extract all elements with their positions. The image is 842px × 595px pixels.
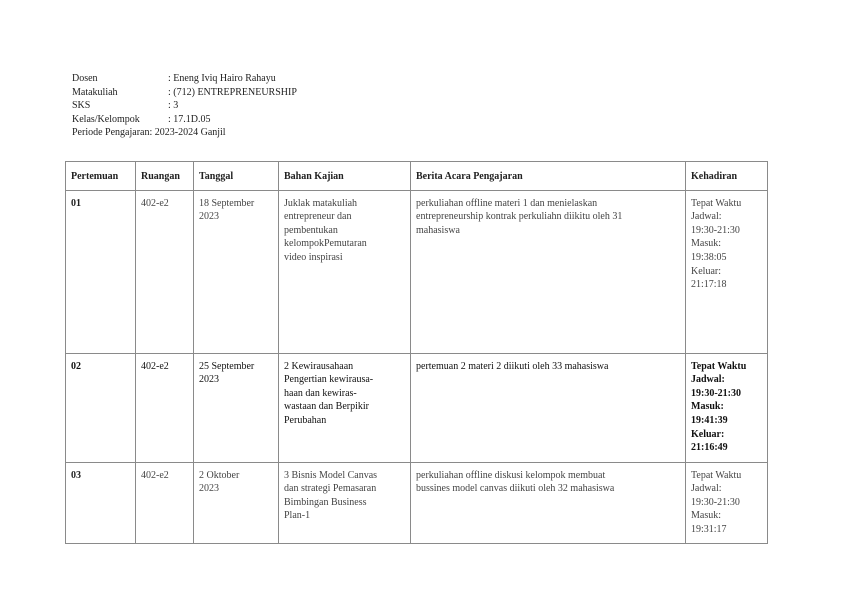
kelas-value: : 17.1D.05 [168,113,211,125]
bahan-line: Bimbingan Business [284,496,367,508]
kehadiran-line: Masuk: [691,401,724,413]
tanggal-line: 2023 [199,483,219,495]
cell-kehadiran [686,190,768,353]
berita-line: perkuliahan offline materi 1 dan menielaskan [416,197,598,209]
periode-value: : 2023-2024 Ganjil [149,127,226,139]
bahan-line: haan dan kewiras- [284,387,357,399]
cell-tanggal [194,462,279,543]
sks-value: : 3 [168,100,179,112]
cell-berita-acara [411,462,686,543]
berita-line: mahasiswa [416,224,460,236]
bahan-line: dan strategi Pemasaran [284,483,377,495]
bahan-line: Pengertian kewirausa- [284,374,374,386]
tanggal-line: 25 September [199,360,255,372]
bahan-line: pembentukan [284,224,338,236]
sks-row [72,99,297,113]
tanggal-line: 18 September [199,197,255,209]
berita-line: perkuliahan offline diskusi kelompok membuat [416,469,606,481]
bahan-line: wastaan dan Berpikir [284,401,369,413]
kehadiran-line: 19:38:05 [691,251,727,263]
matakuliah-label: Matakuliah [72,86,118,98]
cell-bahan-kajian [279,190,411,353]
cell-bahan-kajian [279,462,411,543]
table-row [66,190,768,353]
attendance-table [65,161,768,544]
cell-pertemuan: 01 [66,190,136,353]
header-tanggal: Tanggal [194,162,279,191]
matakuliah-value: : (712) ENTREPRENEURSHIP [168,86,297,98]
cell-ruangan: 402-e2 [136,462,194,543]
dosen-label: Dosen [72,73,98,84]
header-berita-acara: Berita Acara Pengajaran [411,162,686,191]
kehadiran-line: 19:30-21:30 [691,387,741,399]
berita-line: pertemuan 2 materi 2 diikuti oleh 33 mahasiswa [416,360,609,372]
kehadiran-line: Keluar: [691,428,725,440]
kehadiran-line: Jadwal: [691,211,722,223]
header-kehadiran: Kehadiran [686,162,768,191]
cell-berita-acara [411,353,686,462]
cell-kehadiran [686,353,768,462]
matakuliah-row [72,86,297,100]
kehadiran-line: Jadwal: [691,374,725,386]
dosen-row [72,72,297,86]
kehadiran-line: Jadwal: [691,483,722,495]
table-header-row [66,162,768,191]
tanggal-line: 2023 [199,374,219,386]
kehadiran-line: Masuk: [691,510,721,522]
kehadiran-line: Keluar: [691,265,721,277]
kehadiran-line: Tepat Waktu [691,197,742,209]
bahan-line: 3 Bisnis Model Canvas [284,469,378,481]
bahan-line: 2 Kewirausahaan [284,360,354,372]
bahan-line: video inspirasi [284,251,343,263]
course-info [72,72,297,140]
kehadiran-line: 19:41:39 [691,414,728,426]
berita-line: entrepreneurship kontrak perkuliahn diikitu oleh 31 [416,211,623,223]
cell-pertemuan: 02 [66,353,136,462]
kehadiran-line: 21:17:18 [691,279,727,291]
kehadiran-line: 19:31:17 [691,523,727,535]
kehadiran-line: Tepat Waktu [691,469,742,481]
kehadiran-line: 21:16:49 [691,442,728,454]
kehadiran-line: 19:30-21:30 [691,224,740,236]
kehadiran-line: Masuk: [691,238,721,250]
bahan-line: Juklak matakuliah [284,197,358,209]
cell-tanggal [194,190,279,353]
kehadiran-line: Tepat Waktu [691,360,747,372]
header-ruangan: Ruangan [136,162,194,191]
bahan-line: Plan-1 [284,510,311,522]
periode-label: Periode Pengajaran [72,127,150,139]
dosen-value: : Eneng Iviq Hairo Rahayu [168,73,276,84]
cell-berita-acara [411,190,686,353]
bahan-line: Perubahan [284,414,327,426]
header-bahan-kajian: Bahan Kajian [279,162,411,191]
bahan-line: kelompokPemutaran [284,238,367,250]
kehadiran-line: 19:30-21:30 [691,496,740,508]
bahan-line: entrepreneur dan [284,211,352,223]
tanggal-line: 2023 [199,211,219,223]
cell-tanggal [194,353,279,462]
table-row [66,462,768,543]
kelas-row [72,113,297,127]
cell-bahan-kajian [279,353,411,462]
cell-kehadiran [686,462,768,543]
sks-label: SKS [72,100,91,112]
kelas-label: Kelas/Kelompok [72,113,140,125]
table-row [66,353,768,462]
berita-line: bussines model canvas diikuti oleh 32 mahasiswa [416,483,615,495]
cell-ruangan: 402-e2 [136,353,194,462]
header-pertemuan: Pertemuan [66,162,136,191]
cell-ruangan: 402-e2 [136,190,194,353]
periode-row [72,126,297,140]
tanggal-line: 2 Oktober [199,469,240,481]
cell-pertemuan: 03 [66,462,136,543]
